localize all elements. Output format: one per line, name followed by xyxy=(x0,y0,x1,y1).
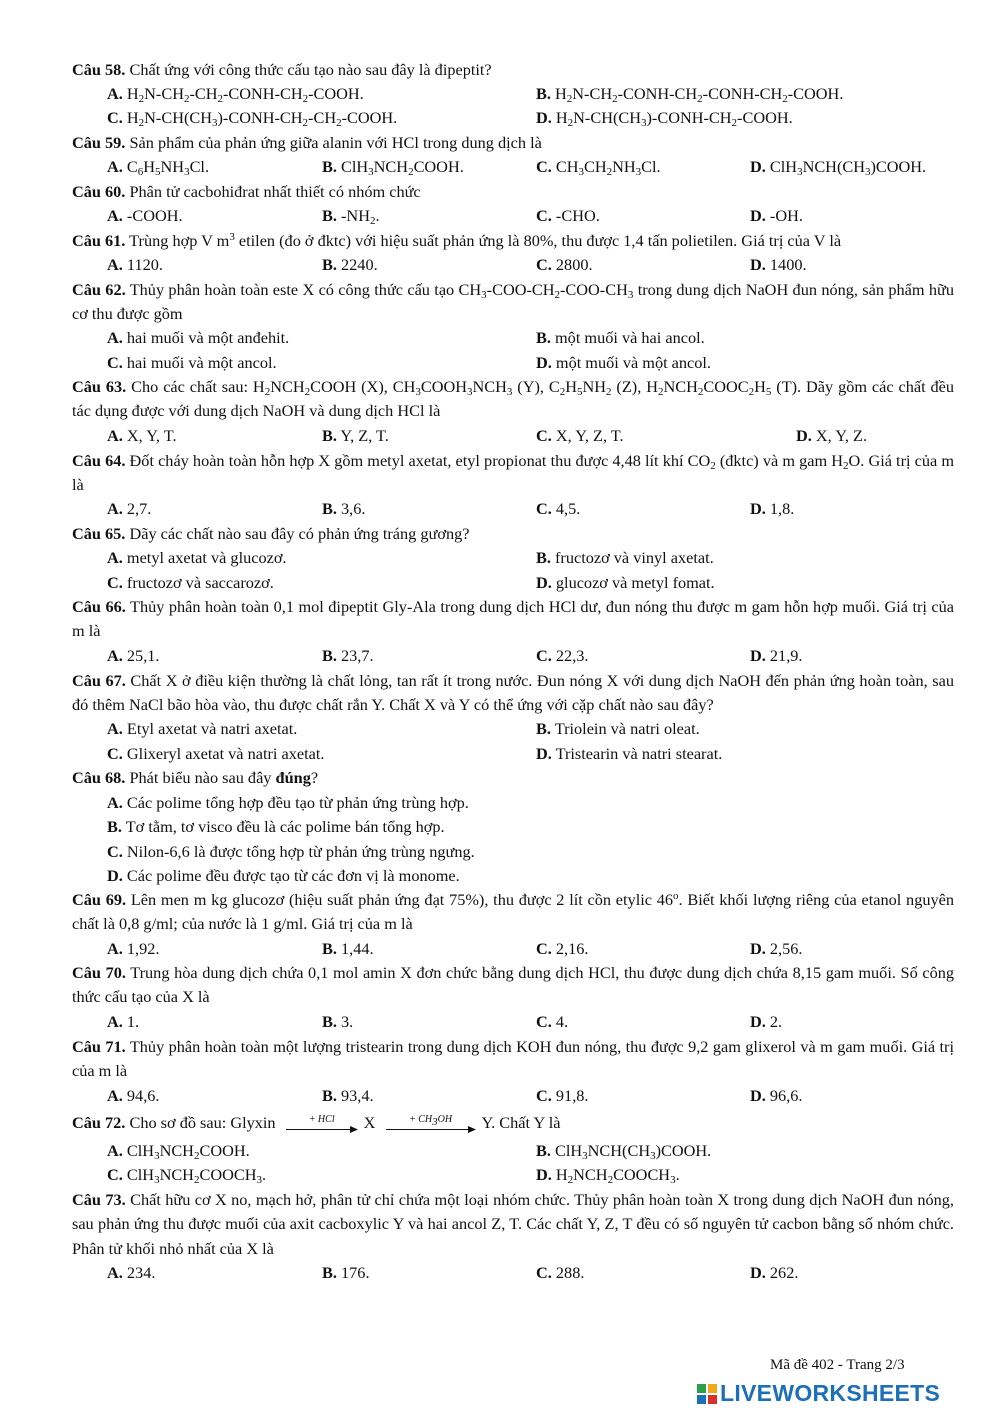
option-c[interactable]: C. 2,16. xyxy=(536,939,589,958)
question-text: Phát biểu nào sau đây xyxy=(129,768,272,787)
option-d[interactable]: D. 21,9. xyxy=(750,646,803,665)
option-d[interactable]: D. 1,8. xyxy=(750,499,795,518)
option-a[interactable]: A. $C_6H_5NH_3Cl$. xyxy=(107,157,210,178)
question-number: Câu 68. xyxy=(72,768,126,787)
reaction-arrow xyxy=(286,1115,358,1134)
option-d[interactable]: D. $H_2NCH_2COOCH_3$. xyxy=(536,1165,680,1186)
option-a[interactable]: A. 234. xyxy=(107,1263,156,1282)
option-d[interactable]: D. 96,6. xyxy=(750,1086,803,1105)
option-b[interactable]: B. Triolein và natri oleat. xyxy=(536,719,700,738)
question-69 xyxy=(72,888,954,937)
option-c[interactable]: C. Glixeryl axetat và natri axetat. xyxy=(107,744,325,763)
question-58 xyxy=(72,58,954,82)
question-text: Thủy phân hoàn toàn este X có công thức cấu tạo $CH_3-COO-CH_2-COO-CH_3$ trong dung dịch NaOH đun nóng, sản phẩm hữu cơ thu được gồm xyxy=(72,280,954,324)
question-text: Trung hòa dung dịch chứa 0,1 mol amin X đơn chức bằng dung dịch HCl, thu được dung dịch chứa 8,15 gam muối. Số công thức cấu tạo của X là xyxy=(72,963,954,1007)
question-text: Chất ứng với công thức cấu tạo nào sau đây là đipeptit? xyxy=(129,60,492,79)
option-d[interactable]: D. 2. xyxy=(750,1012,783,1031)
option-c[interactable]: C. $H_2N-CH(CH_3)-CONH-CH_2-CH_2$-COOH. xyxy=(107,108,398,129)
option-b[interactable]: B. $ClH_3NCH(CH_3)COOH$. xyxy=(536,1141,712,1162)
option-b[interactable]: B. $H_2N-CH_2-CONH-CH_2-CONH-CH_2$-COOH. xyxy=(536,84,844,105)
answer-row xyxy=(72,326,954,350)
option-a[interactable]: A. 94,6. xyxy=(107,1086,160,1105)
question-text: Sản phẩm của phản ứng giữa alanin với HCl trong dung dịch là xyxy=(129,133,542,152)
question-67 xyxy=(72,669,954,718)
question-66 xyxy=(72,595,954,644)
option-c[interactable]: C. X, Y, Z, T. xyxy=(536,426,624,445)
answer-row xyxy=(72,351,954,375)
question-number: Câu 63. xyxy=(72,377,127,396)
option-c[interactable]: C. 4,5. xyxy=(536,499,581,518)
option-a[interactable]: A. hai muối và một anđehit. xyxy=(107,328,290,347)
option-d[interactable]: D. Tristearin và natri stearat. xyxy=(536,744,723,763)
option-d[interactable]: D. Các polime đều được tạo từ các đơn vị là monome. xyxy=(107,866,460,885)
option-a[interactable]: A. X, Y, T. xyxy=(107,426,177,445)
question-70 xyxy=(72,961,954,1010)
question-text: Lên men m kg glucozơ (hiệu suất phản ứng đạt 75%), thu được 2 lít cồn etylic 46$^o$. Biết khối lượng riêng của etanol nguyên chất là 0,8 g/ml; của nước là 1 g/ml. Giá trị của m là xyxy=(72,890,954,934)
page-footer: Mã đề 402 - Trang 2/3 xyxy=(770,1357,905,1373)
reagent-label: + HCl xyxy=(308,1113,335,1125)
question-text: Chất X ở điều kiện thường là chất lỏng, tan rất ít trong nước. Đun nóng X với dung dịch NaOH đến phản ứng hoàn toàn, sau đó thêm NaCl bão hòa vào, thu được chất rắn Y. Chất X và Y có thể ứng với cặp chất nào sau đây? xyxy=(72,671,954,715)
option-a[interactable]: A. $ClH_3NCH_2COOH$. xyxy=(107,1141,250,1162)
option-d[interactable]: D. 262. xyxy=(750,1263,799,1282)
answer-row xyxy=(72,82,954,106)
question-text: Cho sơ đồ sau: Glyxin xyxy=(129,1113,276,1132)
question-number: Câu 73. xyxy=(72,1190,126,1209)
question-text: Dãy các chất nào sau đây có phản ứng tráng gương? xyxy=(129,524,470,543)
option-d[interactable]: D. một muối và một ancol. xyxy=(536,353,712,372)
answer-row xyxy=(72,1010,954,1034)
option-b[interactable]: B. Y, Z, T. xyxy=(322,426,389,445)
option-b[interactable]: B. $ClH_3NCH_2COOH$. xyxy=(322,157,464,178)
answer-row xyxy=(72,1163,954,1187)
question-number: Câu 71. xyxy=(72,1037,126,1056)
option-c[interactable]: C. 2800. xyxy=(536,255,593,274)
answer-row xyxy=(72,497,954,521)
option-b[interactable]: B. 93,4. xyxy=(322,1086,374,1105)
question-number: Câu 61. xyxy=(72,231,126,250)
answer-row xyxy=(72,204,954,228)
question-text: Trùng hợp V $m^3$ etilen (đo ở đktc) với hiệu suất phản ứng là 80%, thu được 1,4 tấn polietilen. Giá trị của V là xyxy=(129,231,842,250)
option-b[interactable]: B. một muối và hai ancol. xyxy=(536,328,705,347)
option-d[interactable]: D. 1400. xyxy=(750,255,807,274)
question-number: Câu 60. xyxy=(72,182,126,201)
question-number: Câu 59. xyxy=(72,133,126,152)
question-text: Chất hữu cơ X no, mạch hở, phân tử chỉ chứa một loại nhóm chức. Thủy phân hoàn toàn X trong dung dịch NaOH đun nóng, sau phản ứng thu được muối của axit cacboxylic Y và hai ancol Z, T. Các chất Y, Z, T đều có số nguyên tử cacbon bằng số nhóm chức. Phân tử khối nhỏ nhất của X là xyxy=(72,1190,954,1258)
question-number: Câu 62. xyxy=(72,280,126,299)
question-59 xyxy=(72,131,954,155)
option-d[interactable]: D. -OH. xyxy=(750,206,803,225)
question-65 xyxy=(72,522,954,546)
option-d[interactable]: D. $ClH_3NCH(CH_3)COOH$. xyxy=(750,157,927,178)
option-d[interactable]: D. X, Y, Z. xyxy=(796,426,868,445)
arrow-right-icon xyxy=(386,1125,476,1134)
question-60 xyxy=(72,180,954,204)
option-c[interactable]: C. hai muối và một ancol. xyxy=(107,353,277,372)
option-c[interactable]: C. fructozơ và saccarozơ. xyxy=(107,573,274,592)
option-d[interactable]: D. $H_2N-CH(CH_3)-CONH-CH_2$-COOH. xyxy=(536,108,793,129)
option-a[interactable]: A. Etyl axetat và natri axetat. xyxy=(107,719,298,738)
question-number: Câu 65. xyxy=(72,524,126,543)
option-c[interactable]: C. 22,3. xyxy=(536,646,589,665)
option-a[interactable]: A. 1120. xyxy=(107,255,163,274)
question-text: Cho các chất sau: $H_2NCH_2COOH$ (X), $CH_3COOH_3NCH_3$ (Y), $C_2H_5NH_2$ (Z), $H_2NCH_2COOC_2H_5$ (T). Dãy gồm các chất đều tác dụng được với dung dịch NaOH và dung dịch HCl là xyxy=(72,377,955,421)
option-c[interactable]: C. Nilon-6,6 là được tổng hợp từ phản ứng trùng ngưng. xyxy=(107,842,475,861)
answer-row xyxy=(72,717,954,741)
question-text: Thủy phân hoàn toàn 0,1 mol đipeptit Gly-Ala trong dung dịch HCl dư, đun nóng thu được m gam hỗn hợp muối. Giá trị của m là xyxy=(72,597,954,641)
option-a[interactable]: A. 25,1. xyxy=(107,646,160,665)
answer-row xyxy=(72,571,954,595)
option-b[interactable]: B. $-NH_2$. xyxy=(322,206,380,227)
question-number: Câu 58. xyxy=(72,60,126,79)
answer-row xyxy=(72,546,954,570)
option-c[interactable]: C. 4. xyxy=(536,1012,569,1031)
answer-row xyxy=(72,742,954,766)
question-number: Câu 69. xyxy=(72,890,127,909)
option-a[interactable]: A. 2,7. xyxy=(107,499,152,518)
question-73 xyxy=(72,1188,954,1261)
option-b[interactable]: B. 3,6. xyxy=(322,499,366,518)
question-number: Câu 66. xyxy=(72,597,126,616)
question-number: Câu 64. xyxy=(72,451,126,470)
answer-row xyxy=(72,424,954,448)
option-c[interactable]: C. $ClH_3NCH_2COOCH_3$. xyxy=(107,1165,267,1186)
answer-row xyxy=(72,155,954,179)
option-d[interactable]: D. 2,56. xyxy=(750,939,803,958)
option-c[interactable]: C. 288. xyxy=(536,1263,585,1282)
question-number: Câu 72. xyxy=(72,1113,126,1132)
answer-row xyxy=(72,1139,954,1163)
answer-row xyxy=(72,937,954,961)
option-b[interactable]: B. Tơ tằm, tơ visco đều là các polime bán tổng hợp. xyxy=(107,817,445,836)
answer-row xyxy=(72,1261,954,1285)
emphasis-word: đúng xyxy=(275,768,311,787)
question-61 xyxy=(72,229,954,253)
answer-row xyxy=(72,1084,954,1108)
reaction-arrow xyxy=(386,1115,476,1134)
option-b[interactable]: B. 23,7. xyxy=(322,646,374,665)
answer-row xyxy=(72,106,954,130)
option-d[interactable]: D. glucozơ và metyl fomat. xyxy=(536,573,715,592)
option-c[interactable]: C. $CH_3CH_2NH_3Cl$. xyxy=(536,157,661,178)
option-a[interactable]: A. -COOH. xyxy=(107,206,183,225)
brand-name: LIVEWORKSHEETS xyxy=(720,1380,941,1406)
option-b[interactable]: B. 1,44. xyxy=(322,939,374,958)
reagent-label: + $CH_3OH$ xyxy=(408,1113,453,1128)
question-72: Câu 72. Cho sơ đồ sau: Glyxin + HCl X + $CH_3OH$ Y. Chất Y là xyxy=(72,1113,561,1132)
question-68: Câu 68. Phát biểu nào sau đây đúng? xyxy=(72,768,319,787)
question-64 xyxy=(72,449,954,498)
question-71 xyxy=(72,1035,954,1084)
answer-row xyxy=(72,253,954,277)
question-number: Câu 67. xyxy=(72,671,126,690)
answer-row xyxy=(72,644,954,668)
question-63 xyxy=(72,375,954,424)
option-c[interactable]: C. -CHO. xyxy=(536,206,600,225)
option-b[interactable]: B. 2240. xyxy=(322,255,378,274)
option-b[interactable]: B. 3. xyxy=(322,1012,354,1031)
question-62 xyxy=(72,278,954,327)
question-text: Thủy phân hoàn toàn một lượng tristearin trong dung dịch KOH đun nóng, thu được 9,2 gam glixerol và m gam muối. Giá trị của m là xyxy=(72,1037,954,1081)
option-a[interactable]: A. metyl axetat và glucozơ. xyxy=(107,548,287,567)
liveworksheets-logo-icon xyxy=(697,1384,717,1404)
option-a[interactable]: A. $H_2N-CH_2-CH_2-CONH-CH_2$-COOH. xyxy=(107,84,364,105)
option-b[interactable]: B. fructozơ và vinyl axetat. xyxy=(536,548,714,567)
question-number: Câu 70. xyxy=(72,963,126,982)
option-a[interactable]: A. 1. xyxy=(107,1012,140,1031)
option-c[interactable]: C. 91,8. xyxy=(536,1086,589,1105)
liveworksheets-watermark xyxy=(697,1380,940,1406)
option-a[interactable]: A. 1,92. xyxy=(107,939,160,958)
question-text: Phân tử cacbohiđrat nhất thiết có nhóm chức xyxy=(129,182,421,201)
option-a[interactable]: A. Các polime tổng hợp đều tạo từ phản ứng trùng hợp. xyxy=(107,793,469,812)
option-b[interactable]: B. 176. xyxy=(322,1263,370,1282)
arrow-right-icon xyxy=(286,1125,358,1134)
question-text: Đốt cháy hoàn toàn hỗn hợp X gồm metyl axetat, etyl propionat thu được 4,48 lít khí $CO_2$ (đktc) và m gam $H_2O$. Giá trị của m là xyxy=(72,451,955,495)
